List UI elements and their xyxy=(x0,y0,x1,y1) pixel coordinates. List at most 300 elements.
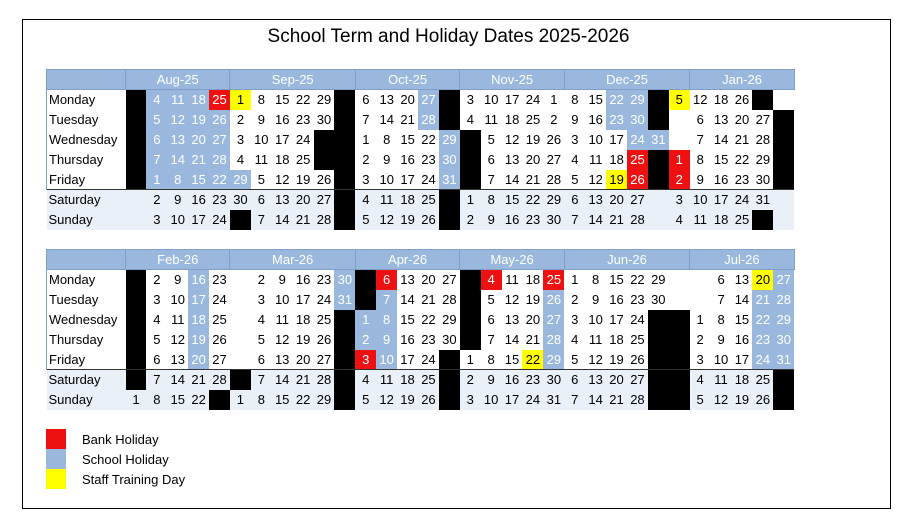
legend xyxy=(46,429,185,489)
date-cell: 19 xyxy=(397,390,418,410)
date-cell: 23 xyxy=(418,150,439,170)
date-cell: 1 xyxy=(230,390,251,410)
date-cell: 26 xyxy=(314,170,335,190)
empty-cell xyxy=(230,330,251,350)
date-cell: 21 xyxy=(418,290,439,310)
date-cell: 15 xyxy=(397,130,418,150)
date-cell: 24 xyxy=(627,310,648,330)
blocked-cell xyxy=(460,170,481,190)
blocked-cell xyxy=(126,330,147,350)
date-cell: 10 xyxy=(376,170,397,190)
date-cell: 11 xyxy=(585,330,606,350)
date-cell: 8 xyxy=(585,270,606,290)
date-cell: 1 xyxy=(669,150,690,170)
blocked-cell xyxy=(334,90,355,110)
date-cell: 6 xyxy=(481,150,502,170)
date-cell: 25 xyxy=(293,150,314,170)
date-cell: 4 xyxy=(669,210,690,230)
date-cell: 16 xyxy=(585,110,606,130)
blocked-cell xyxy=(334,170,355,190)
date-cell: 1 xyxy=(355,310,376,330)
date-cell: 31 xyxy=(752,190,773,210)
date-cell: 20 xyxy=(293,350,314,370)
date-cell: 9 xyxy=(564,110,585,130)
date-cell: 7 xyxy=(481,170,502,190)
date-cell: 5 xyxy=(564,350,585,370)
date-cell: 14 xyxy=(167,370,188,390)
date-cell: 15 xyxy=(606,270,627,290)
blocked-cell xyxy=(126,170,147,190)
date-cell: 10 xyxy=(711,350,732,370)
date-cell: 7 xyxy=(251,210,272,230)
date-cell: 13 xyxy=(585,370,606,390)
date-cell: 19 xyxy=(188,110,209,130)
blocked-cell xyxy=(355,290,376,310)
date-cell: 17 xyxy=(606,310,627,330)
date-cell: 6 xyxy=(690,110,711,130)
date-cell: 10 xyxy=(272,290,293,310)
date-cell: 23 xyxy=(314,270,335,290)
blocked-cell xyxy=(334,370,355,390)
date-cell: 23 xyxy=(627,290,648,310)
day-label: Wednesday xyxy=(47,130,126,150)
date-cell: 30 xyxy=(627,110,648,130)
date-cell: 13 xyxy=(711,110,732,130)
date-cell: 30 xyxy=(230,190,251,210)
date-cell: 27 xyxy=(773,270,794,290)
date-cell: 4 xyxy=(146,90,167,110)
month-header: Mar-26 xyxy=(230,250,355,270)
date-cell: 23 xyxy=(523,210,544,230)
date-cell: 31 xyxy=(439,170,460,190)
date-cell: 20 xyxy=(397,90,418,110)
blocked-cell xyxy=(126,150,147,170)
date-cell: 5 xyxy=(481,130,502,150)
header-corner xyxy=(47,250,126,270)
date-cell: 24 xyxy=(752,350,773,370)
date-cell: 24 xyxy=(209,290,230,310)
date-cell: 3 xyxy=(669,190,690,210)
month-header: May-26 xyxy=(460,250,565,270)
date-cell: 13 xyxy=(502,310,523,330)
date-cell: 19 xyxy=(293,330,314,350)
date-cell: 28 xyxy=(773,290,794,310)
date-cell: 11 xyxy=(272,310,293,330)
date-cell: 10 xyxy=(585,130,606,150)
date-cell: 18 xyxy=(188,310,209,330)
empty-cell xyxy=(126,190,147,210)
date-cell: 22 xyxy=(627,270,648,290)
date-cell: 23 xyxy=(293,110,314,130)
date-cell: 14 xyxy=(167,150,188,170)
empty-cell xyxy=(669,130,690,150)
date-cell: 30 xyxy=(543,210,564,230)
date-cell: 9 xyxy=(690,170,711,190)
calendar-block-feb-jul xyxy=(46,249,795,410)
date-cell: 6 xyxy=(251,190,272,210)
date-cell: 31 xyxy=(543,390,564,410)
date-cell: 8 xyxy=(711,310,732,330)
date-cell: 13 xyxy=(272,350,293,370)
date-cell: 9 xyxy=(167,270,188,290)
blocked-cell xyxy=(460,150,481,170)
date-cell: 1 xyxy=(355,130,376,150)
date-cell: 2 xyxy=(355,150,376,170)
date-cell: 27 xyxy=(314,350,335,370)
date-cell: 9 xyxy=(481,370,502,390)
date-cell: 11 xyxy=(481,110,502,130)
date-cell: 23 xyxy=(732,170,753,190)
date-cell: 2 xyxy=(460,210,481,230)
date-cell: 5 xyxy=(251,330,272,350)
day-label: Saturday xyxy=(47,190,126,210)
date-cell: 17 xyxy=(188,290,209,310)
date-cell: 14 xyxy=(397,290,418,310)
blocked-cell xyxy=(773,390,794,410)
date-cell: 2 xyxy=(460,370,481,390)
date-cell: 9 xyxy=(585,290,606,310)
date-cell: 7 xyxy=(690,130,711,150)
date-cell: 3 xyxy=(146,290,167,310)
blocked-cell xyxy=(126,370,147,390)
date-cell: 2 xyxy=(355,330,376,350)
empty-cell xyxy=(230,350,251,370)
date-cell: 7 xyxy=(146,370,167,390)
blocked-cell xyxy=(752,90,773,110)
blocked-cell xyxy=(314,130,335,150)
date-cell: 28 xyxy=(627,210,648,230)
date-cell: 16 xyxy=(188,270,209,290)
date-cell: 6 xyxy=(564,370,585,390)
date-cell: 19 xyxy=(188,330,209,350)
month-header: Apr-26 xyxy=(355,250,459,270)
day-label: Sunday xyxy=(47,210,126,230)
date-cell: 9 xyxy=(376,330,397,350)
blocked-cell xyxy=(773,170,794,190)
blocked-cell xyxy=(355,270,376,290)
blocked-cell xyxy=(439,90,460,110)
date-cell: 8 xyxy=(251,90,272,110)
blocked-cell xyxy=(669,350,690,370)
date-cell: 21 xyxy=(188,370,209,390)
date-cell: 25 xyxy=(418,370,439,390)
date-cell: 22 xyxy=(209,170,230,190)
empty-cell xyxy=(230,270,251,290)
date-cell: 19 xyxy=(397,210,418,230)
blocked-cell xyxy=(334,110,355,130)
date-cell: 21 xyxy=(397,110,418,130)
date-cell: 12 xyxy=(711,390,732,410)
date-cell: 29 xyxy=(752,150,773,170)
date-cell: 8 xyxy=(146,390,167,410)
date-cell: 30 xyxy=(334,270,355,290)
date-cell: 26 xyxy=(752,390,773,410)
date-cell: 21 xyxy=(606,210,627,230)
date-cell: 7 xyxy=(564,390,585,410)
header-corner xyxy=(47,70,126,90)
date-cell: 22 xyxy=(293,90,314,110)
date-cell: 30 xyxy=(439,330,460,350)
date-cell: 26 xyxy=(314,330,335,350)
date-cell: 30 xyxy=(752,170,773,190)
date-cell: 21 xyxy=(732,130,753,150)
date-cell: 18 xyxy=(711,210,732,230)
date-cell: 4 xyxy=(146,310,167,330)
date-cell: 18 xyxy=(732,370,753,390)
date-cell: 23 xyxy=(522,370,543,390)
date-cell: 27 xyxy=(752,110,773,130)
date-cell: 6 xyxy=(376,270,397,290)
blocked-cell xyxy=(773,110,794,130)
date-cell: 24 xyxy=(418,350,439,370)
blocked-cell xyxy=(648,390,669,410)
month-header: Aug-25 xyxy=(126,70,230,90)
date-cell: 2 xyxy=(146,270,167,290)
blocked-cell xyxy=(773,130,794,150)
date-cell: 27 xyxy=(439,270,460,290)
blocked-cell xyxy=(648,330,669,350)
date-cell: 22 xyxy=(606,90,627,110)
date-cell: 2 xyxy=(690,330,711,350)
date-cell: 25 xyxy=(627,150,648,170)
blocked-cell xyxy=(334,130,355,150)
date-cell: 16 xyxy=(711,170,732,190)
date-cell: 25 xyxy=(418,190,439,210)
day-label: Tuesday xyxy=(47,110,126,130)
date-cell: 1 xyxy=(564,270,585,290)
date-cell: 8 xyxy=(376,130,397,150)
blocked-cell xyxy=(126,290,147,310)
date-cell: 20 xyxy=(522,310,543,330)
date-cell: 26 xyxy=(418,390,439,410)
date-cell: 22 xyxy=(523,190,544,210)
month-header: Jun-26 xyxy=(564,250,689,270)
date-cell: 2 xyxy=(543,110,564,130)
blocked-cell xyxy=(439,210,460,230)
date-cell: 17 xyxy=(502,390,523,410)
date-cell: 11 xyxy=(167,90,188,110)
date-cell: 28 xyxy=(314,370,335,390)
blocked-cell xyxy=(439,110,460,130)
date-cell: 19 xyxy=(732,390,753,410)
date-cell: 17 xyxy=(272,130,293,150)
date-cell: 15 xyxy=(711,150,732,170)
date-cell: 5 xyxy=(355,390,376,410)
date-cell: 29 xyxy=(314,90,335,110)
date-cell: 9 xyxy=(481,210,502,230)
date-cell: 20 xyxy=(293,190,314,210)
date-cell: 7 xyxy=(376,290,397,310)
blocked-cell xyxy=(334,210,355,230)
date-cell: 11 xyxy=(251,150,272,170)
date-cell: 11 xyxy=(690,210,711,230)
date-cell: 25 xyxy=(209,310,230,330)
date-cell: 22 xyxy=(293,390,314,410)
date-cell: 19 xyxy=(522,290,543,310)
day-label: Sunday xyxy=(47,390,126,410)
date-cell: 7 xyxy=(481,330,502,350)
date-cell: 14 xyxy=(585,390,606,410)
day-label: Thursday xyxy=(47,150,126,170)
day-label: Tuesday xyxy=(47,290,126,310)
date-cell: 12 xyxy=(272,330,293,350)
date-cell: 5 xyxy=(251,170,272,190)
date-cell: 27 xyxy=(418,90,439,110)
date-cell: 12 xyxy=(376,390,397,410)
date-cell: 1 xyxy=(146,170,167,190)
date-cell: 10 xyxy=(481,390,502,410)
month-header: Nov-25 xyxy=(460,70,564,90)
date-cell: 24 xyxy=(522,390,543,410)
date-cell: 25 xyxy=(543,270,564,290)
date-cell: 1 xyxy=(460,190,481,210)
empty-cell xyxy=(669,290,690,310)
date-cell: 18 xyxy=(188,90,209,110)
date-cell: 21 xyxy=(293,210,314,230)
date-cell: 8 xyxy=(564,90,585,110)
date-cell: 16 xyxy=(606,290,627,310)
date-cell: 28 xyxy=(543,330,564,350)
date-cell: 22 xyxy=(418,310,439,330)
empty-cell xyxy=(669,110,690,130)
blocked-cell xyxy=(439,190,460,210)
date-cell: 17 xyxy=(188,210,209,230)
date-cell: 16 xyxy=(502,370,523,390)
date-cell: 4 xyxy=(460,110,481,130)
date-cell: 26 xyxy=(543,290,564,310)
date-cell: 9 xyxy=(272,270,293,290)
date-cell: 24 xyxy=(314,290,335,310)
page-title: School Term and Holiday Dates 2025-2026 xyxy=(267,26,630,47)
school-holiday-swatch xyxy=(46,449,66,469)
blocked-cell xyxy=(126,90,147,110)
date-cell: 5 xyxy=(355,210,376,230)
date-cell: 18 xyxy=(711,90,732,110)
blocked-cell xyxy=(460,270,481,290)
date-cell: 15 xyxy=(397,310,418,330)
day-label: Monday xyxy=(47,90,126,110)
date-cell: 21 xyxy=(606,390,627,410)
date-cell: 13 xyxy=(376,90,397,110)
date-cell: 28 xyxy=(439,290,460,310)
date-cell: 30 xyxy=(439,150,460,170)
date-cell: 23 xyxy=(418,330,439,350)
date-cell: 20 xyxy=(523,150,544,170)
blocked-cell xyxy=(648,110,669,130)
date-cell: 16 xyxy=(272,110,293,130)
date-cell: 22 xyxy=(732,150,753,170)
date-cell: 16 xyxy=(293,270,314,290)
date-cell: 29 xyxy=(543,190,564,210)
date-cell: 9 xyxy=(711,330,732,350)
day-label: Wednesday xyxy=(47,310,126,330)
date-cell: 21 xyxy=(752,290,773,310)
month-header: Oct-25 xyxy=(355,70,459,90)
date-cell: 1 xyxy=(126,390,147,410)
date-cell: 27 xyxy=(627,370,648,390)
blocked-cell xyxy=(334,350,355,370)
legend-item-staff-training xyxy=(46,469,185,489)
date-cell: 14 xyxy=(711,130,732,150)
date-cell: 31 xyxy=(334,290,355,310)
date-cell: 17 xyxy=(606,130,627,150)
date-cell: 7 xyxy=(355,110,376,130)
date-cell: 23 xyxy=(209,190,230,210)
empty-cell xyxy=(230,290,251,310)
date-cell: 29 xyxy=(230,170,251,190)
date-cell: 23 xyxy=(209,270,230,290)
empty-cell xyxy=(773,210,794,230)
date-cell: 12 xyxy=(376,210,397,230)
date-cell: 17 xyxy=(732,350,753,370)
date-cell: 17 xyxy=(293,290,314,310)
blocked-cell xyxy=(648,370,669,390)
blocked-cell xyxy=(334,310,355,330)
date-cell: 4 xyxy=(230,150,251,170)
date-cell: 2 xyxy=(564,290,585,310)
date-cell: 18 xyxy=(502,110,523,130)
date-cell: 11 xyxy=(376,370,397,390)
date-cell: 24 xyxy=(523,90,544,110)
date-cell: 28 xyxy=(418,110,439,130)
date-cell: 2 xyxy=(146,190,167,210)
date-cell: 3 xyxy=(690,350,711,370)
date-cell: 4 xyxy=(355,370,376,390)
blocked-cell xyxy=(126,350,147,370)
date-cell: 18 xyxy=(522,270,543,290)
blocked-cell xyxy=(669,370,690,390)
blocked-cell xyxy=(752,210,773,230)
empty-cell xyxy=(648,190,669,210)
month-header: Dec-25 xyxy=(564,70,689,90)
date-cell: 29 xyxy=(773,310,794,330)
month-header: Feb-26 xyxy=(126,250,230,270)
date-cell: 31 xyxy=(648,130,669,150)
date-cell: 20 xyxy=(606,370,627,390)
date-cell: 13 xyxy=(167,350,188,370)
date-cell: 14 xyxy=(732,290,753,310)
date-cell: 29 xyxy=(439,130,460,150)
date-cell: 24 xyxy=(732,190,753,210)
date-cell: 27 xyxy=(209,350,230,370)
date-cell: 1 xyxy=(690,310,711,330)
blocked-cell xyxy=(334,150,355,170)
date-cell: 8 xyxy=(481,190,502,210)
date-cell: 9 xyxy=(376,150,397,170)
date-cell: 19 xyxy=(523,130,544,150)
day-label: Friday xyxy=(47,170,126,190)
date-cell: 5 xyxy=(669,90,690,110)
date-cell: 6 xyxy=(481,310,502,330)
date-cell: 3 xyxy=(460,390,481,410)
date-cell: 16 xyxy=(397,330,418,350)
date-cell: 25 xyxy=(752,370,773,390)
blocked-cell xyxy=(648,350,669,370)
blocked-cell xyxy=(126,270,147,290)
date-cell: 2 xyxy=(230,110,251,130)
blocked-cell xyxy=(460,290,481,310)
blocked-cell xyxy=(230,210,251,230)
date-cell: 3 xyxy=(230,130,251,150)
date-cell: 4 xyxy=(251,310,272,330)
date-cell: 28 xyxy=(752,130,773,150)
date-cell: 23 xyxy=(752,330,773,350)
date-cell: 28 xyxy=(543,170,564,190)
day-label: Saturday xyxy=(47,370,126,390)
date-cell: 28 xyxy=(209,150,230,170)
date-cell: 15 xyxy=(272,390,293,410)
date-cell: 15 xyxy=(272,90,293,110)
